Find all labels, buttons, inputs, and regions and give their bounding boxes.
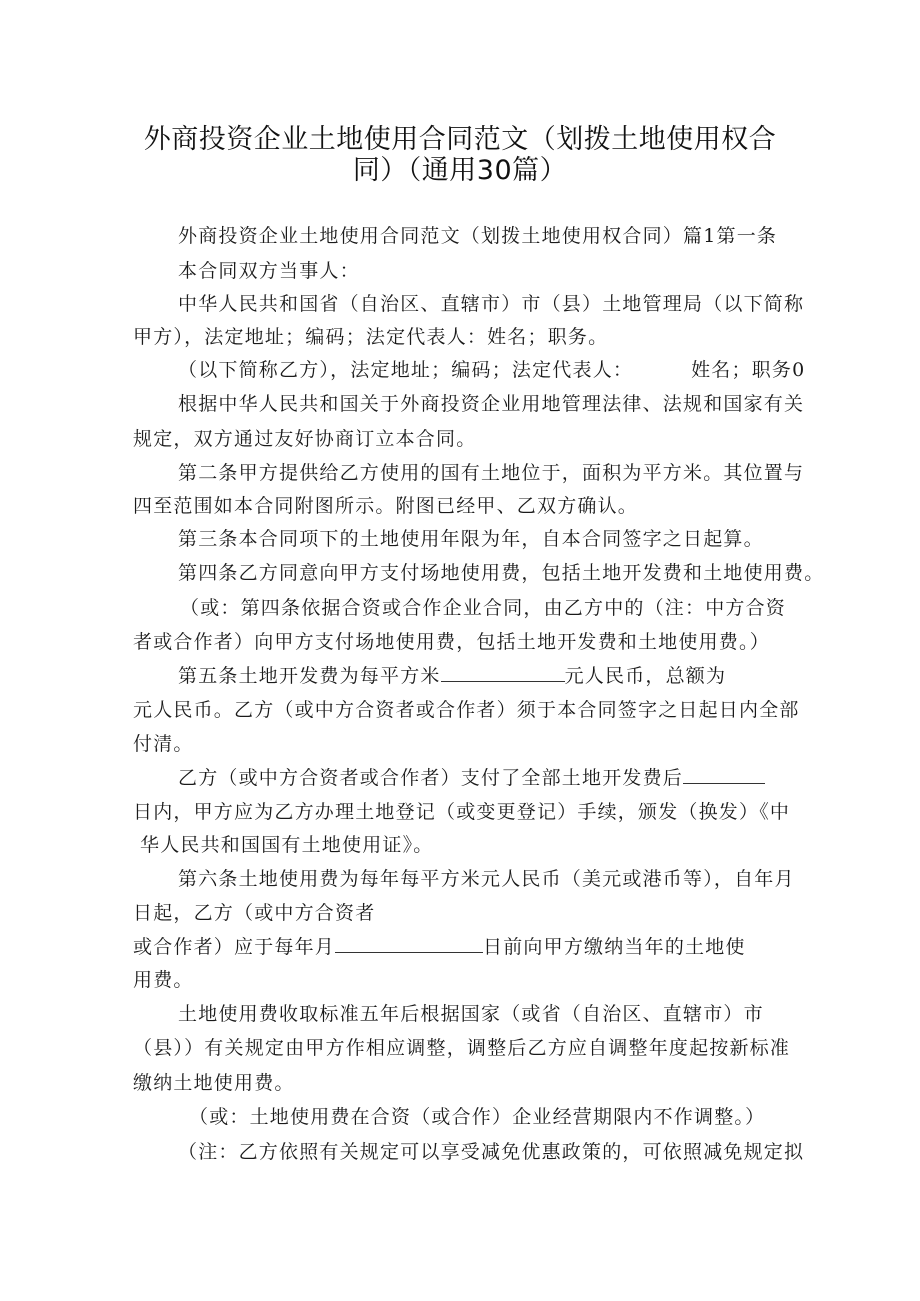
paragraph-line: 用费。 (133, 969, 194, 991)
paragraph-line: 根据中华人民共和国关于外商投资企业用地管理法律、法规和国家有关 (178, 393, 805, 415)
paragraph-line: 规定，双方通过友好协商订立本合同。 (133, 428, 477, 450)
paragraph-segment: 日前向甲方缴纳当年的土地使 (483, 936, 746, 958)
paragraph-segment: 或合作者）应于每年月 (133, 936, 336, 958)
paragraph-line: （或：第四条依据合资或合作企业合同，由乙方中的（注：中方合资 (180, 597, 787, 619)
paragraph-line: （注：乙方依照有关规定可以享受减免优惠政策的，可依照减免规定拟 (178, 1141, 805, 1163)
paragraph-line: 土地使用费收取标准五年后根据国家（或省（自治区、直辖市）市 (178, 1003, 764, 1025)
paragraph-line: 者或合作者）向甲方支付场地使用费，包括土地开发费和土地使用费。） (133, 631, 770, 653)
fill-in-blank (441, 663, 565, 682)
paragraph-segment: （以下简称乙方），法定地址；编码；法定代表人： (178, 359, 634, 381)
paragraph-line: （或：土地使用费在合资（或合作）企业经营期限内不作调整。） (189, 1106, 766, 1128)
fill-in-blank (683, 765, 765, 784)
paragraph-line: 华人民共和国国有土地使用证》。 (140, 834, 434, 856)
paragraph-line: 第三条本合同项下的土地使用年限为年，自本合同签字之日起算。 (178, 528, 764, 550)
paragraph-line: 付清。 (133, 733, 194, 755)
paragraph-line: （县））有关规定由甲方作相应调整，调整后乙方应自调整年度起按新标准 (133, 1037, 791, 1059)
paragraph-segment: 乙方（或中方合资者或合作者）支付了全部土地开发费后 (178, 767, 684, 789)
paragraph-line: 第二条甲方提供给乙方使用的国有土地位于，面积为平方米。其位置与 (178, 462, 805, 484)
paragraph-segment: 姓名；职务0 (691, 359, 806, 381)
paragraph-line: 外商投资企业土地使用合同范文（划拨土地使用权合同）篇1第一条 (178, 225, 778, 247)
paragraph-segment: 第五条土地开发费为每平方米 (178, 665, 441, 687)
fill-in-blank (335, 934, 483, 953)
paragraph-line: 甲方），法定地址；编码；法定代表人：姓名；职务。 (133, 326, 609, 348)
paragraph-line: 元人民币。乙方（或中方合资者或合作者）须于本合同签字之日起日内全部 (133, 699, 800, 721)
paragraph-line (133, 932, 746, 959)
paragraph-line: 本合同双方当事人： (178, 260, 360, 282)
paragraph-line: 第六条土地使用费为每年每平方米元人民币（美元或港币等），自年月 (178, 868, 795, 890)
paragraph-line (178, 355, 805, 382)
document-title-line-1: 外商投资企业土地使用合同范文（划拨土地使用权合 (143, 124, 777, 155)
paragraph-line: 中华人民共和国省（自治区、直辖市）市（县）土地管理局（以下简称 (178, 293, 805, 315)
paragraph-line: 日内，甲方应为乙方办理土地登记（或变更登记）手续，颁发（换发）《中 (133, 801, 791, 823)
paragraph-line (178, 763, 765, 790)
paragraph-line: 四至范围如本合同附图所示。附图已经甲、乙双方确认。 (133, 495, 639, 517)
paragraph-segment: 元人民币，总额为 (564, 665, 727, 687)
paragraph-line: 第四条乙方同意向甲方支付场地使用费，包括土地开发费和土地使用费。 (178, 562, 825, 584)
paragraph-line (178, 661, 726, 688)
document-title-line-2: 同）（通用30篇） (352, 155, 568, 186)
paragraph-line: 日起，乙方（或中方合资者 (133, 902, 376, 924)
paragraph-line: 缴纳土地使用费。 (133, 1072, 295, 1094)
